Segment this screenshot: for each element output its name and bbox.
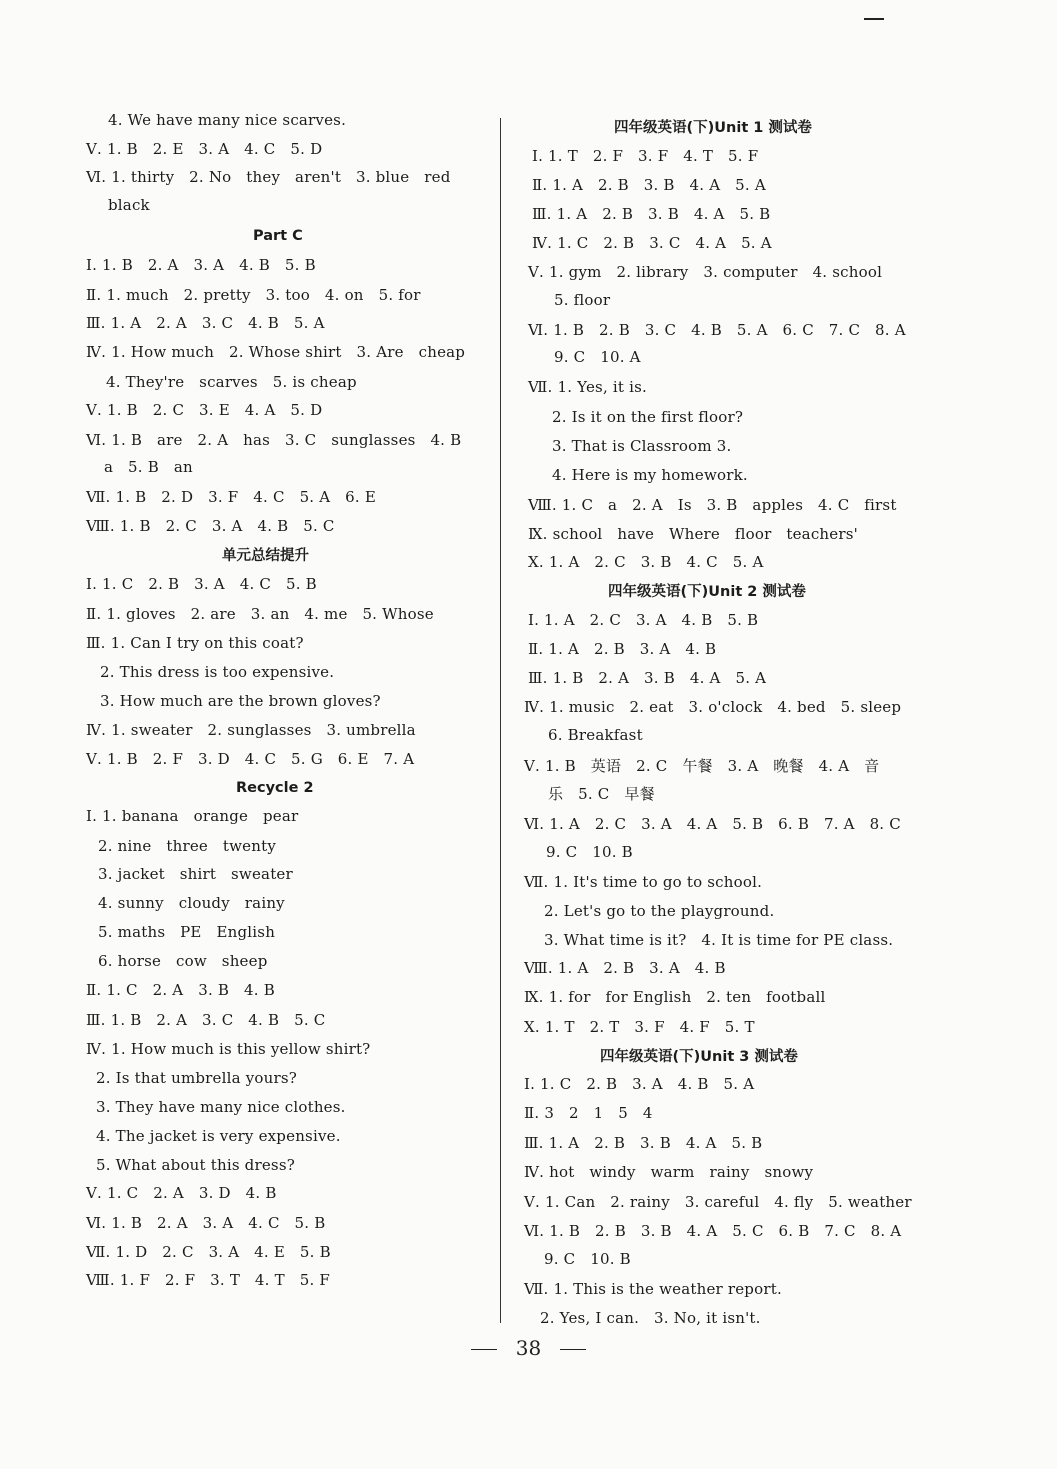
- section-heading: 四年级英语(下)Unit 1 测试卷: [614, 120, 812, 136]
- answer-line: 4. sunny cloudy rainy: [98, 894, 285, 912]
- answer-line: Ⅰ. 1. C 2. B 3. A 4. C 5. B: [86, 575, 317, 593]
- answer-line: Ⅳ. hot windy warm rainy snowy: [524, 1163, 814, 1181]
- answer-line: Ⅳ. 1. How much 2. Whose shirt 3. Are cheap: [86, 343, 466, 361]
- answer-line: Ⅵ. 1. thirty 2. No they aren't 3. blue red: [86, 168, 451, 186]
- top-edge-mark: [864, 18, 884, 20]
- answer-line: 2. Is it on the first floor?: [552, 408, 744, 426]
- answer-line: Ⅱ. 1. gloves 2. are 3. an 4. me 5. Whose: [86, 605, 434, 623]
- answer-line: Ⅵ. 1. A 2. C 3. A 4. A 5. B 6. B 7. A 8. C: [524, 815, 901, 833]
- answer-line: Ⅰ. 1. T 2. F 3. F 4. T 5. F: [532, 147, 759, 165]
- answer-line: 乐 5. C 早餐: [548, 785, 655, 803]
- answer-line: Ⅰ. 1. A 2. C 3. A 4. B 5. B: [528, 611, 759, 629]
- section-heading: 单元总结提升: [222, 548, 309, 564]
- answer-line: Ⅱ. 3 2 1 5 4: [524, 1104, 653, 1122]
- answer-line: Ⅴ. 1. C 2. A 3. D 4. B: [86, 1184, 277, 1202]
- section-heading: 四年级英语(下)Unit 3 测试卷: [600, 1049, 798, 1065]
- answer-line: Ⅶ. 1. D 2. C 3. A 4. E 5. B: [86, 1243, 331, 1261]
- answer-line: Ⅴ. 1. gym 2. library 3. computer 4. school: [528, 263, 883, 281]
- answer-line: Ⅵ. 1. B 2. A 3. A 4. C 5. B: [86, 1214, 326, 1232]
- answer-line: Ⅰ. 1. banana orange pear: [86, 807, 299, 825]
- answer-line: Ⅶ. 1. B 2. D 3. F 4. C 5. A 6. E: [86, 488, 377, 506]
- answer-line: Ⅱ. 1. A 2. B 3. B 4. A 5. A: [532, 176, 766, 194]
- answer-line: Ⅴ. 1. Can 2. rainy 3. careful 4. fly 5. weather: [524, 1193, 912, 1211]
- answer-line: Ⅳ. 1. C 2. B 3. C 4. A 5. A: [532, 234, 772, 252]
- answer-line: 2. Is that umbrella yours?: [96, 1069, 298, 1087]
- answer-line: Ⅹ. 1. T 2. T 3. F 4. F 5. T: [524, 1018, 755, 1036]
- section-heading: Recycle 2: [236, 780, 314, 796]
- answer-line: Ⅶ. 1. This is the weather report.: [524, 1280, 782, 1298]
- answer-line: Ⅵ. 1. B 2. B 3. C 4. B 5. A 6. C 7. C 8. A: [528, 321, 906, 339]
- answer-line: Ⅶ. 1. It's time to go to school.: [524, 873, 763, 891]
- answer-line: Ⅱ. 1. much 2. pretty 3. too 4. on 5. for: [86, 286, 421, 304]
- answer-line: Ⅶ. 1. Yes, it is.: [528, 378, 647, 396]
- answer-line: 3. jacket shirt sweater: [98, 865, 293, 883]
- answer-line: Ⅳ. 1. music 2. eat 3. o'clock 4. bed 5. sleep: [524, 698, 902, 716]
- answer-line: 5. What about this dress?: [96, 1156, 295, 1174]
- answer-line: Ⅷ. 1. C a 2. A Is 3. B apples 4. C first: [528, 496, 897, 514]
- answer-line: 4. They're scarves 5. is cheap: [106, 373, 357, 391]
- answer-line: 4. We have many nice scarves.: [108, 111, 347, 129]
- answer-line: Ⅲ. 1. A 2. B 3. B 4. A 5. B: [532, 205, 771, 223]
- answer-line: 9. C 10. A: [554, 348, 641, 366]
- answer-line: Ⅲ. 1. Can I try on this coat?: [86, 634, 304, 652]
- answer-line: Ⅱ. 1. C 2. A 3. B 4. B: [86, 981, 275, 999]
- answer-line: 9. C 10. B: [544, 1250, 631, 1268]
- column-divider: [500, 118, 501, 1323]
- answer-line: 6. horse cow sheep: [98, 952, 268, 970]
- answer-line: 3. What time is it? 4. It is time for PE class.: [544, 931, 894, 949]
- answer-line: Ⅵ. 1. B 2. B 3. B 4. A 5. C 6. B 7. C 8. A: [524, 1222, 902, 1240]
- answer-line: Ⅷ. 1. F 2. F 3. T 4. T 5. F: [86, 1271, 331, 1289]
- answer-line: Ⅱ. 1. A 2. B 3. A 4. B: [528, 640, 717, 658]
- section-heading: Part C: [253, 228, 303, 244]
- answer-line: Ⅴ. 1. B 英语 2. C 午餐 3. A 晚餐 4. A 音: [524, 757, 880, 775]
- answer-line: 2. Let's go to the playground.: [544, 902, 775, 920]
- answer-line: 2. nine three twenty: [98, 837, 277, 855]
- answer-line: 3. They have many nice clothes.: [96, 1098, 346, 1116]
- answer-line: a 5. B an: [104, 458, 193, 476]
- answer-line: Ⅰ. 1. B 2. A 3. A 4. B 5. B: [86, 256, 316, 274]
- answer-line: 3. How much are the brown gloves?: [100, 692, 381, 710]
- answer-line: Ⅲ. 1. B 2. A 3. C 4. B 5. C: [86, 1011, 326, 1029]
- answer-line: 4. The jacket is very expensive.: [96, 1127, 341, 1145]
- answer-line: 2. This dress is too expensive.: [100, 663, 335, 681]
- answer-line: Ⅲ. 1. B 2. A 3. B 4. A 5. A: [528, 669, 767, 687]
- answer-line: Ⅸ. school have Where floor teachers': [528, 525, 858, 543]
- page-footer: [0, 1336, 1057, 1360]
- answer-line: black: [108, 196, 150, 214]
- answer-line: Ⅸ. 1. for for English 2. ten football: [524, 988, 826, 1006]
- answer-line: Ⅴ. 1. B 2. E 3. A 4. C 5. D: [86, 140, 323, 158]
- answer-line: Ⅹ. 1. A 2. C 3. B 4. C 5. A: [528, 553, 764, 571]
- answer-line: Ⅴ. 1. B 2. F 3. D 4. C 5. G 6. E 7. A: [86, 750, 415, 768]
- answer-line: Ⅳ. 1. How much is this yellow shirt?: [86, 1040, 371, 1058]
- answer-line: Ⅲ. 1. A 2. A 3. C 4. B 5. A: [86, 314, 325, 332]
- answer-line: 4. Here is my homework.: [552, 466, 748, 484]
- answer-line: 2. Yes, I can. 3. No, it isn't.: [540, 1309, 761, 1327]
- section-heading: 四年级英语(下)Unit 2 测试卷: [608, 584, 806, 600]
- answer-line: Ⅷ. 1. A 2. B 3. A 4. B: [524, 959, 726, 977]
- footer-dash-left: [471, 1349, 497, 1350]
- answer-line: 5. floor: [554, 291, 611, 309]
- answer-line: Ⅳ. 1. sweater 2. sunglasses 3. umbrella: [86, 721, 416, 739]
- answer-line: Ⅷ. 1. B 2. C 3. A 4. B 5. C: [86, 517, 335, 535]
- page-number: 38: [515, 1336, 542, 1360]
- answer-line: 6. Breakfast: [548, 726, 643, 744]
- answer-line: 5. maths PE English: [98, 923, 276, 941]
- answer-line: Ⅵ. 1. B are 2. A has 3. C sunglasses 4. B: [86, 431, 462, 449]
- answer-line: Ⅲ. 1. A 2. B 3. B 4. A 5. B: [524, 1134, 763, 1152]
- footer-dash-right: [560, 1349, 586, 1350]
- answer-line: 3. That is Classroom 3.: [552, 437, 732, 455]
- answer-line: Ⅰ. 1. C 2. B 3. A 4. B 5. A: [524, 1075, 755, 1093]
- answer-line: 9. C 10. B: [546, 843, 633, 861]
- answer-line: Ⅴ. 1. B 2. C 3. E 4. A 5. D: [86, 401, 323, 419]
